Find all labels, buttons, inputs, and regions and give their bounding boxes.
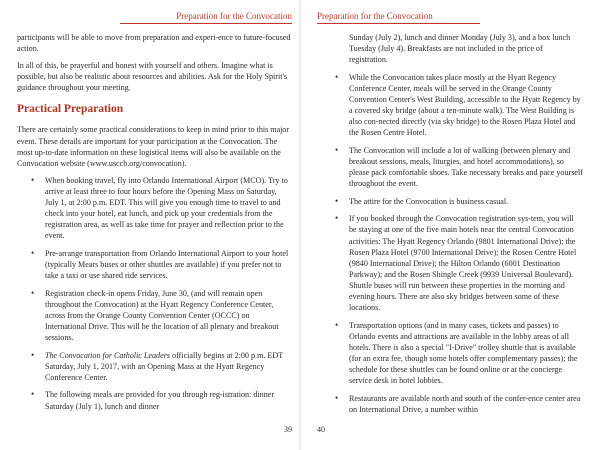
list-item: • Transportation options (and in many cases, tickets and passes) to Orlando events and attractions are available in the lobby areas of all hotels. There is also a special "I-Drive" trolley shuttle that is available (for an extra fee, though some hotels offer complementary passes); the schedule for these shuttles can be found online or at the concierge service desk in hotel lobbies. <box>334 320 583 387</box>
intro-paragraph: In all of this, be prayerful and honest with yourself and others. Imagine what is possible, but also be realistic about resources and abilities. Ask for the Holy Spirit's guidance throughout your meeting. <box>17 61 288 93</box>
list-item: • Pre-arrange transportation from Orlando International Airport to your hotel (typically Mears buses or other shuttles are available) if you prefer not to take a taxi or use shared ride services. <box>17 248 292 281</box>
list-item: • If you booked through the Convocation registration sys-tem, you will be staying at one of the five main hotels near the central Convocation activities: The Hyatt Regency Orlando (9801 International Drive); the Rosen Plaza Hotel (9700 International Drive); the Rosen Centre Hotel (9840 International Drive); the Hilton Orlando (6001 Destination Parkway); and the Rosen Shingle Creek (9939 Universal Boulevard). Shuttle buses will run between these properties in the morning and evening hours. There are also sky bridges between some of these locations. <box>334 213 583 313</box>
list-item: • When booking travel, fly into Orlando International Airport (MCO). Try to arrive at least three to four hours before the Opening Mass on Saturday, July 1, at 2:00 p.m. EDT. This will give you enough time to travel to and check into your hotel, eat lunch, and pick up your credentials from the registration area, as well as take time for prayer and reflection prior to the event. <box>17 175 292 242</box>
list-item: • Registration check-in opens Friday, June 30, (and will remain open throughout the Convocation) at the Hyatt Regency Conference Center, across from the Orange County Convention Center (OCCC) on International Drive. This will be the location of all plenary and breakout sessions. <box>17 288 292 343</box>
body-paragraph: There are certainly some practical considerations to keep in mind prior to this major event. These details are important for your participation at the Convocation. The most up-to-date information on these logistical items will also be available on the Convocation website (www.usccb.org/convocation). <box>17 125 290 168</box>
running-head-left: Preparation for the Convocation <box>120 11 292 24</box>
running-head-right: Preparation for the Convocation <box>317 11 480 24</box>
bullet-list <box>334 32 583 415</box>
list-item: • Restaurants are available north and south of the confer-ence center area on International Drive, a number within <box>334 393 583 415</box>
list-item <box>17 350 292 383</box>
page-number: 39 <box>284 424 292 434</box>
list-item: • The following meals are provided for you through reg-istration: dinner Saturday (July 1), lunch and dinner <box>17 389 292 411</box>
list-item-continuation: Sunday (July 2), lunch and dinner Monday (July 3), and a box lunch Tuesday (July 4). Breakfasts are not included in the price of registration. <box>349 33 571 65</box>
list-item-text: officially begins at 2:00 p.m. EDT Saturday, July 1, 2017, with an Opening Mass at the Hyatt Regency Conference Center. <box>45 350 283 382</box>
italic-title: The Convocation for Catholic Leaders <box>45 350 170 360</box>
list-item: • The attire for the Convocation is business casual. <box>334 196 583 207</box>
list-item: • While the Convocation takes place mostly at the Hyatt Regency Conference Center, meals will be served in the Orange County Convention Center's West Building, accessible to the Hyatt Regency by a covered sky bridge (about a ten-minute walk). The West Building is also con-nected directly (via sky bridge) to the Rosen Plaza Hotel and the Rosen Centre Hotel. <box>334 72 583 139</box>
right-page <box>300 0 600 450</box>
right-page-content <box>334 32 583 421</box>
bullet-list <box>17 175 292 412</box>
intro-paragraph: participants will be able to move from preparation and experi-ence to future-focused action. <box>17 33 291 54</box>
section-heading: Practical Preparation <box>17 103 124 116</box>
page-number: 40 <box>317 424 325 434</box>
left-page-content <box>17 32 292 418</box>
list-item: • The Convocation will include a lot of walking (between plenary and breakout sessions, meals, liturgies, and hotel accommodations), so please pack comfortable shoes. Take necessary breaks and pace yourself throughout the event. <box>334 145 583 189</box>
